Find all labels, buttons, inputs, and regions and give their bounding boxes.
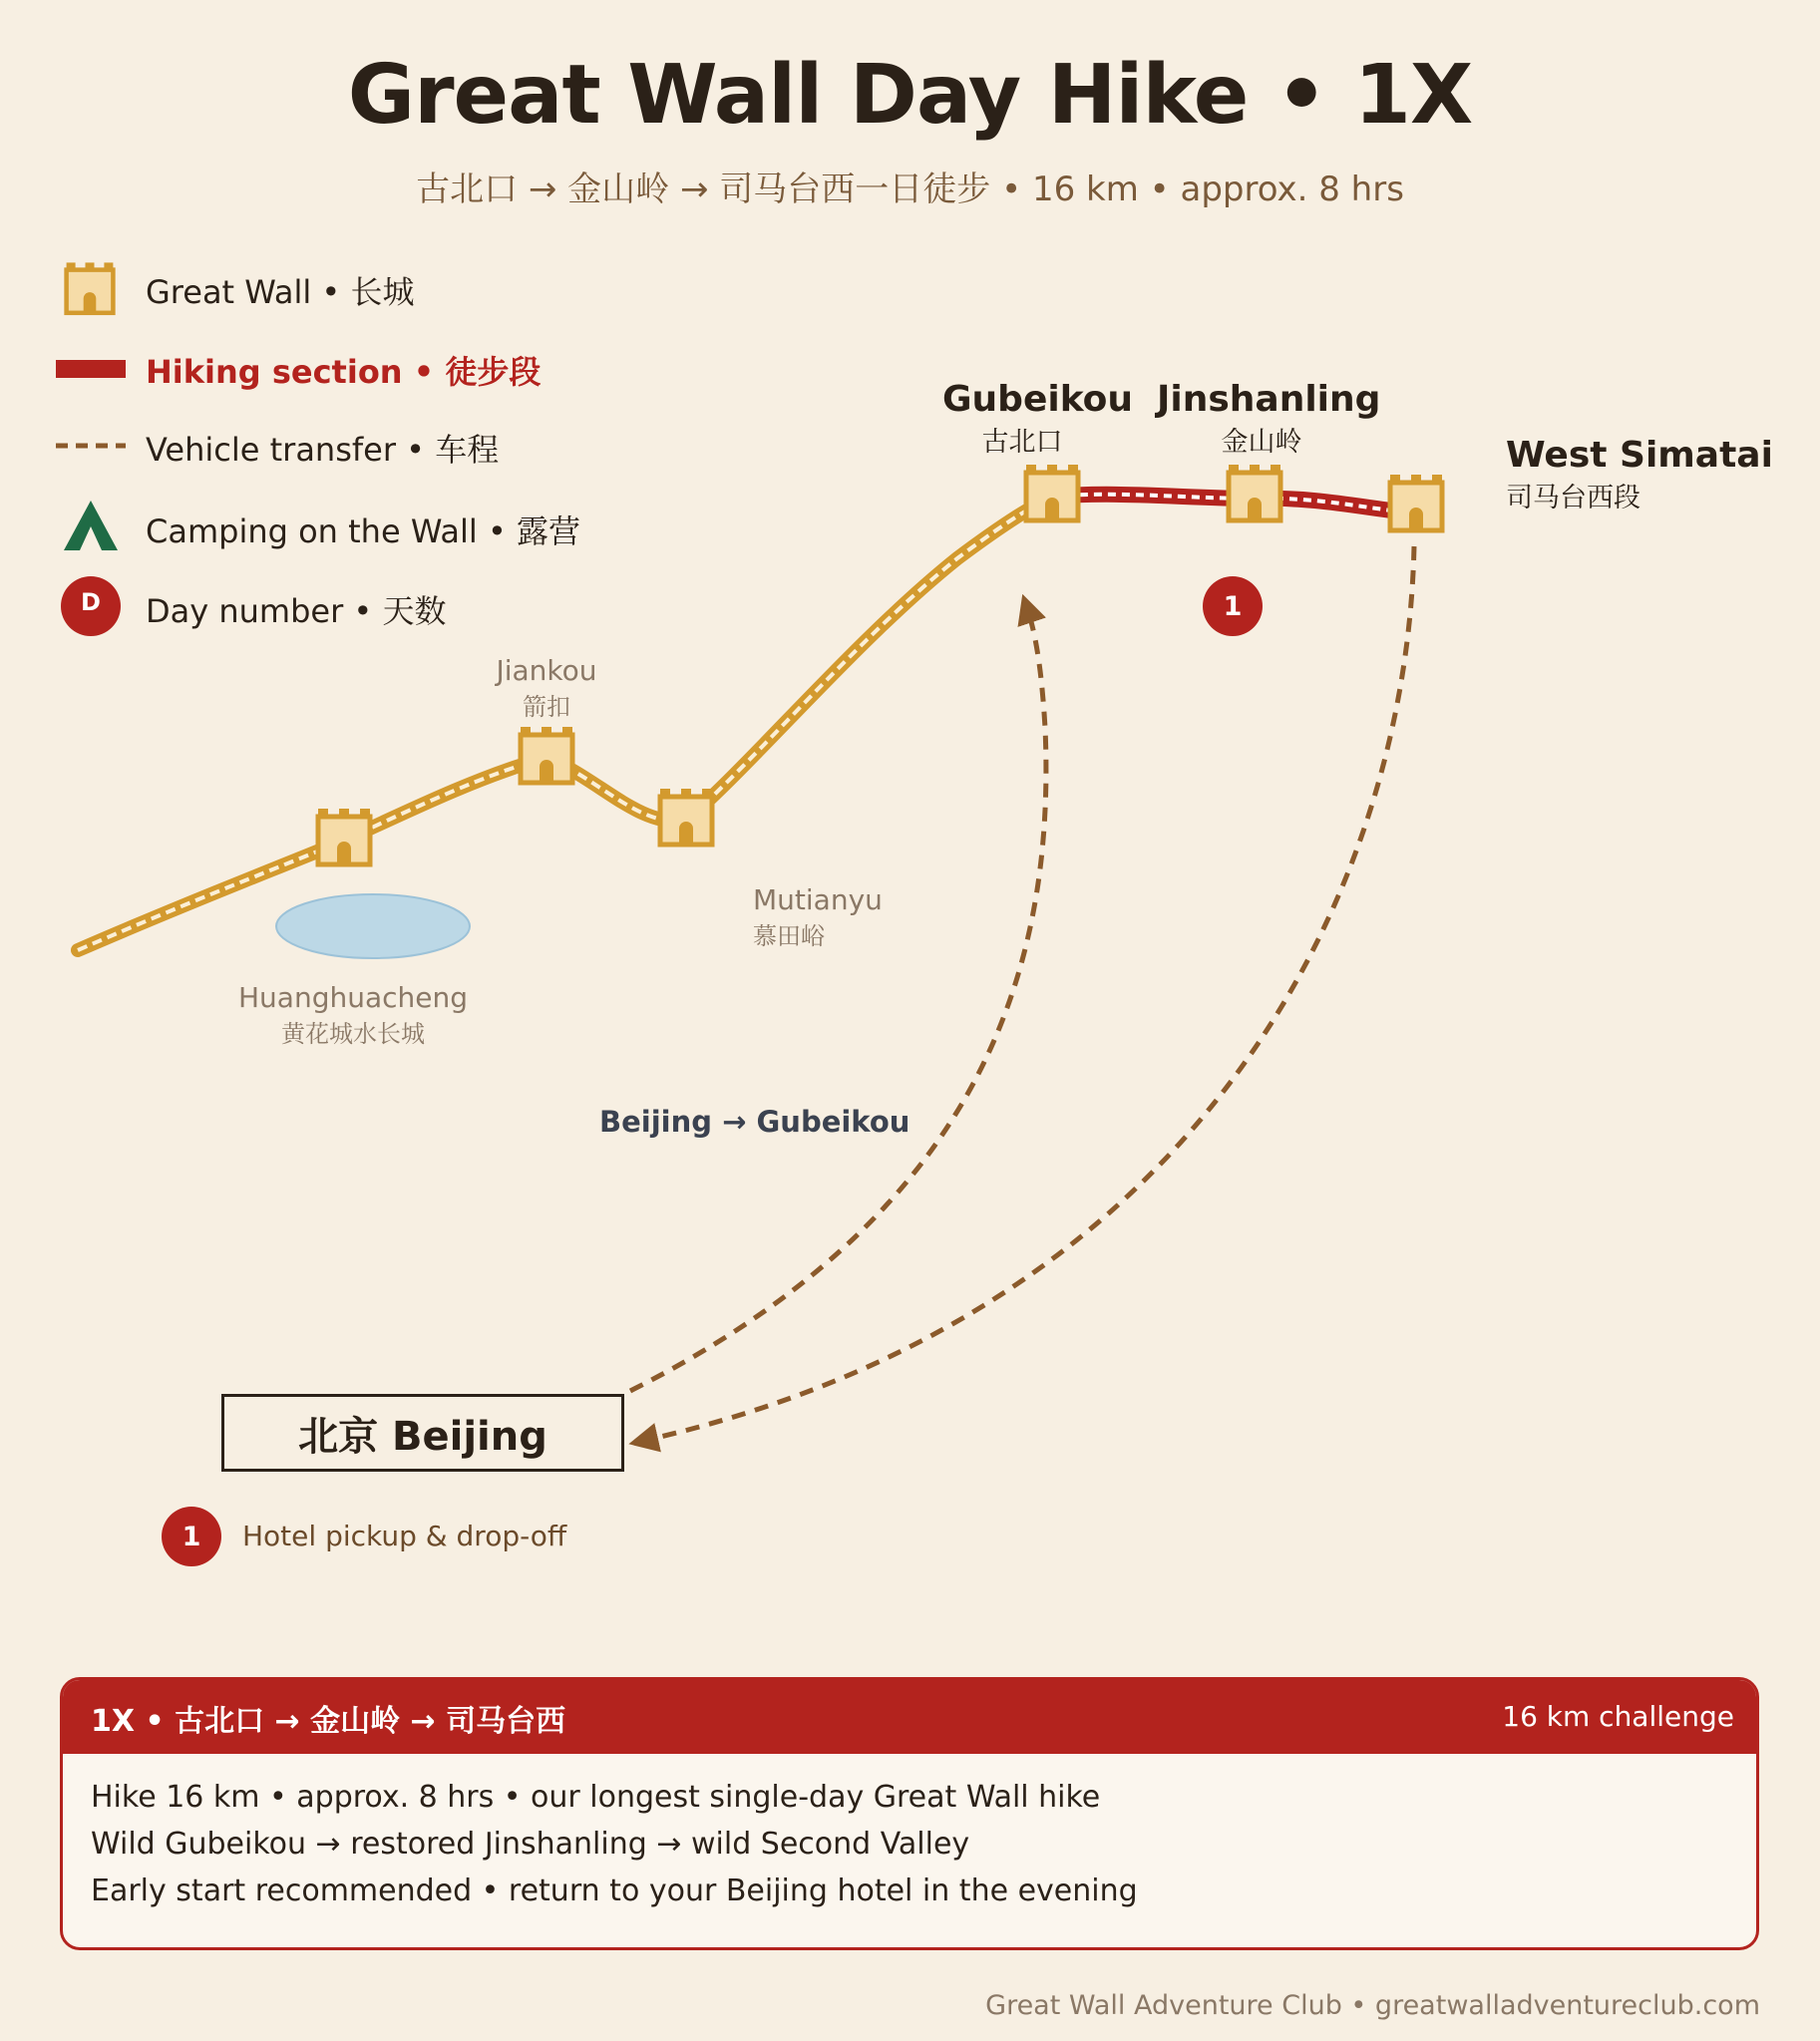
pickup-text: Hotel pickup & drop-off	[242, 1520, 567, 1552]
legend-camping: Camping on the Wall • 露营	[146, 512, 581, 550]
itinerary-panel	[60, 1677, 1759, 1950]
tower-huanghuacheng-icon	[318, 809, 370, 864]
legend-vehicle-transfer: Vehicle transfer • 车程	[146, 431, 500, 469]
page-subtitle: 古北口 → 金山岭 → 司马台西一日徒步 • 16 km • approx. 8 hrs	[416, 170, 1404, 209]
label-west-simatai	[1506, 435, 1773, 514]
panel-tag: 16 km challenge	[1502, 1700, 1734, 1733]
panel-line-3: Early start recommended • return to your Beijing hotel in the evening	[91, 1873, 1138, 1908]
gubeikou-zh: 古北口	[981, 427, 1063, 458]
legend-great-wall-icon	[67, 262, 114, 312]
transfer-west-simatai-to-beijing	[643, 546, 1414, 1441]
hike-day-badge: 1	[1203, 576, 1263, 636]
label-jinshanling	[1157, 379, 1381, 459]
west-simatai-en: West Simatai	[1506, 435, 1773, 476]
huanghuacheng-zh: 黄花城水长城	[281, 1020, 425, 1048]
label-huanghuacheng	[223, 981, 483, 1049]
beijing-box: 北京 Beijing	[221, 1394, 624, 1472]
panel-title: 1X • 古北口 → 金山岭 → 司马台西	[91, 1704, 566, 1739]
legend-hiking-line-icon	[56, 360, 126, 378]
legend-great-wall: Great Wall • 长城	[146, 273, 415, 311]
label-mutianyu	[753, 883, 883, 951]
panel-header	[63, 1680, 1756, 1754]
legend-hiking-section: Hiking section • 徒步段	[146, 353, 542, 391]
jinshanling-en: Jinshanling	[1157, 379, 1381, 420]
legend-day-badge-letter: D	[81, 588, 101, 616]
transfer-label: Beijing → Gubeikou	[599, 1105, 910, 1139]
tower-gubeikou-icon	[1026, 465, 1078, 520]
panel-line-1: Hike 16 km • approx. 8 hrs • our longest single-day Great Wall hike	[91, 1780, 1101, 1815]
tower-west-simatai-icon	[1390, 475, 1442, 530]
page-title: Great Wall Day Hike • 1X	[347, 48, 1473, 143]
jinshanling-zh: 金山岭	[1221, 427, 1302, 458]
jiankou-en: Jiankou	[496, 654, 597, 687]
mutianyu-zh: 慕田峪	[753, 922, 825, 950]
gubeikou-en: Gubeikou	[942, 379, 1134, 420]
legend-day-number: Day number • 天数	[146, 592, 447, 630]
camping-tent-icon	[64, 501, 118, 550]
label-gubeikou	[942, 379, 1134, 459]
mutianyu-en: Mutianyu	[753, 883, 883, 916]
tower-mutianyu-icon	[660, 789, 712, 845]
huanghuacheng-en: Huanghuacheng	[237, 981, 468, 1014]
tower-jinshanling-icon	[1229, 465, 1280, 520]
panel-line-2: Wild Gubeikou → restored Jinshanling → wild Second Valley	[91, 1827, 970, 1862]
pickup-day-badge: 1	[162, 1507, 221, 1566]
west-simatai-zh: 司马台西段	[1506, 483, 1640, 513]
label-jiankou	[467, 654, 626, 722]
great-wall-path	[78, 497, 1052, 950]
tower-jiankou-icon	[521, 727, 572, 783]
footer-credit: Great Wall Adventure Club • greatwalladventureclub.com	[985, 1990, 1760, 2021]
transfer-beijing-to-gubeikou	[630, 608, 1046, 1391]
reservoir-water	[276, 894, 470, 958]
jiankou-zh: 箭扣	[523, 693, 570, 721]
